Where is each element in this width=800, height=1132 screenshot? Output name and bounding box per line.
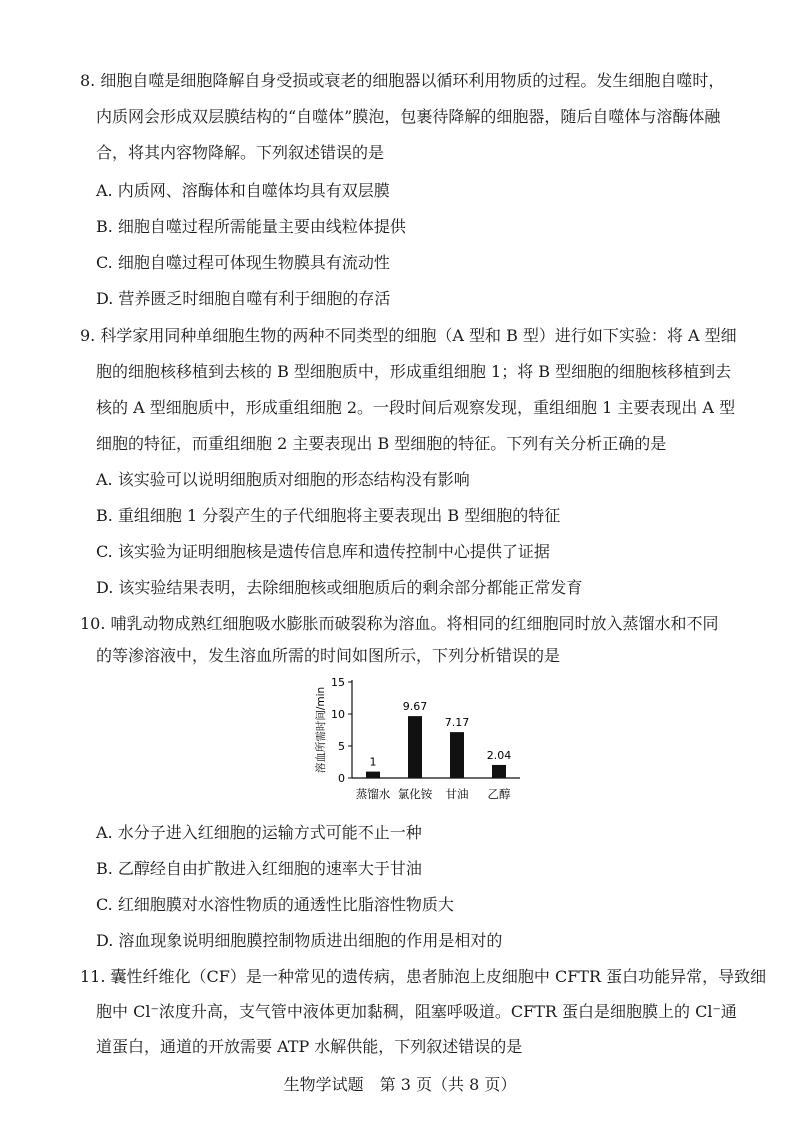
q9-stem-line-2: 胞的细胞核移植到去核的 B 型细胞质中，形成重组细胞 1；将 B 型细胞的细胞核移植到去 <box>96 362 732 381</box>
page-footer: 生物学试题 第 3 页（共 8 页） <box>283 1075 517 1094</box>
bar-value-label: 2.04 <box>486 748 512 762</box>
q10-stem-line-1: 10. 哺乳动物成熟红细胞吸水膨胀而破裂称为溶血。将相同的红细胞同时放入蒸馏水和不同 <box>80 614 719 633</box>
x-category-label: 甘油 <box>445 787 469 801</box>
q11-stem-line-1: 11. 囊性纤维化（CF）是一种常见的遗传病，患者肺泡上皮细胞中 CFTR 蛋白功能异常，导致细 <box>80 967 767 986</box>
x-axis-category-labels <box>356 787 511 801</box>
bar-2 <box>450 732 464 778</box>
y-tick-label: 15 <box>331 676 345 689</box>
bar-0 <box>366 772 380 778</box>
y-axis-label: 溶血所需时间/min <box>315 686 327 774</box>
q11-stem-line-3: 道蛋白，通道的开放需要 ATP 水解供能，下列叙述错误的是 <box>96 1037 523 1056</box>
q8-option-c: C. 细胞自噬过程可体现生物膜具有流动性 <box>96 253 390 272</box>
y-tick-label: 0 <box>338 772 345 785</box>
q8-stem-line-1: 8. 细胞自噬是细胞降解自身受损或衰老的细胞器以循环利用物质的过程。发生细胞自噬时， <box>80 71 725 90</box>
q10-option-c: C. 红细胞膜对水溶性物质的通透性比脂溶性物质大 <box>96 895 454 914</box>
q9-option-c: C. 该实验为证明细胞核是遗传信息库和遗传控制中心提供了证据 <box>96 542 550 561</box>
q8-stem-line-3: 合，将其内容物降解。下列叙述错误的是 <box>96 143 385 162</box>
bar-value-label: 1 <box>369 755 377 769</box>
q9-option-b: B. 重组细胞 1 分裂产生的子代细胞将主要表现出 B 型细胞的特征 <box>96 506 561 525</box>
hemolysis-time-chart <box>300 670 530 810</box>
chart-axes <box>352 680 520 778</box>
x-category-label: 乙醇 <box>487 787 511 801</box>
bar-value-labels <box>370 700 512 768</box>
q10-option-d: D. 溶血现象说明细胞膜控制物质进出细胞的作用是相对的 <box>96 931 503 950</box>
chart-bars <box>366 716 506 778</box>
q9-option-a: A. 该实验可以说明细胞质对细胞的形态结构没有影响 <box>96 470 470 489</box>
q10-stem-line-2: 的等渗溶液中，发生溶血所需的时间如图所示，下列分析错误的是 <box>96 646 561 665</box>
q9-stem-line-1: 9. 科学家用同种单细胞生物的两种不同类型的细胞（A 型和 B 型）进行如下实验：将 A 型细 <box>80 326 737 345</box>
q10-option-b: B. 乙醇经自由扩散进入红细胞的速率大于甘油 <box>96 859 422 878</box>
bar-1 <box>408 716 422 778</box>
q8-option-b: B. 细胞自噬过程所需能量主要由线粒体提供 <box>96 217 406 236</box>
y-axis-ticks <box>331 676 352 785</box>
q9-option-d: D. 该实验结果表明，去除细胞核或细胞质后的剩余部分都能正常发育 <box>96 578 583 597</box>
q8-stem-line-2: 内质网会形成双层膜结构的“自噬体”膜泡，包裹待降解的细胞器，随后自噬体与溶酶体融 <box>96 107 721 126</box>
q9-stem-line-4: 细胞的特征，而重组细胞 2 主要表现出 B 型细胞的特征。下列有关分析正确的是 <box>96 434 667 453</box>
x-category-label: 蒸馏水 <box>355 787 391 801</box>
bar-3 <box>492 765 506 778</box>
q11-stem-line-2: 胞中 Cl⁻浓度升高，支气管中液体更加黏稠，阻塞呼吸道。CFTR 蛋白是细胞膜上的 Cl⁻通 <box>96 1002 737 1021</box>
bar-value-label: 7.17 <box>444 716 470 730</box>
x-category-label: 氯化铵 <box>397 787 433 801</box>
bar-value-label: 9.67 <box>402 700 428 714</box>
y-tick-label: 5 <box>338 740 345 753</box>
q9-stem-line-3: 核的 A 型细胞质中，形成重组细胞 2。一段时间后观察发现，重组细胞 1 主要表现出 A 型 <box>96 398 736 417</box>
q8-option-a: A. 内质网、溶酶体和自噬体均具有双层膜 <box>96 181 390 200</box>
q8-option-d: D. 营养匮乏时细胞自噬有利于细胞的存活 <box>96 289 391 308</box>
q10-option-a: A. 水分子进入红细胞的运输方式可能不止一种 <box>96 823 422 842</box>
hemolysis-bar-chart <box>300 670 530 810</box>
y-tick-label: 10 <box>331 708 345 721</box>
